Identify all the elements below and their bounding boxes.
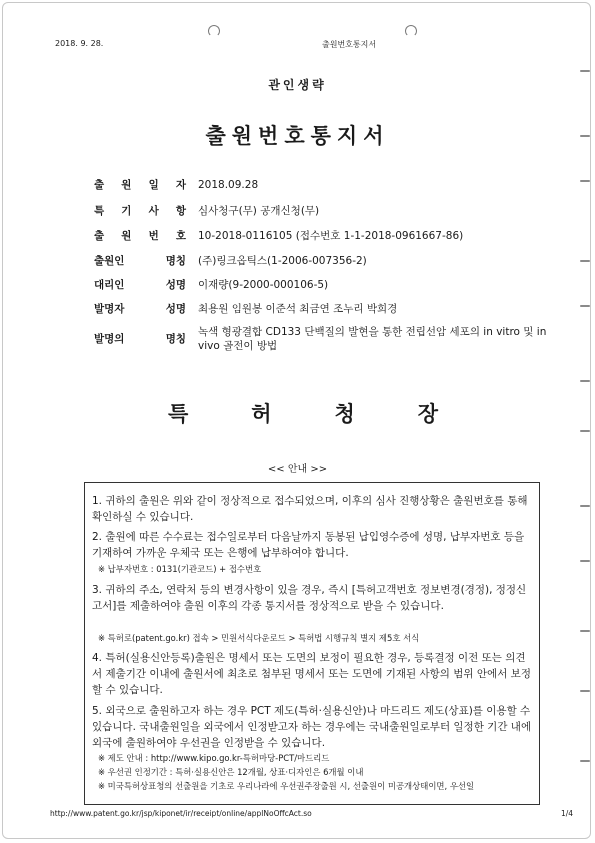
footer-url: http://www.patent.go.kr/jsp/kiponet/ir/receipt/online/applNoOffcAct.so <box>50 809 312 818</box>
punch-hole-icon <box>208 25 220 37</box>
field-label: 출 원 번 호 <box>94 230 186 242</box>
notice-item: 3. 귀하의 주소, 연락처 등의 변경사항이 있을 경우, 즉시 [특허고객번호 정보변경(경정), 정정신고서]를 제출하여야 출원 이후의 각종 통지서를 정상적으로 받을 수 있습니다. <box>92 584 527 612</box>
notice-note: ※ 특허로(patent.go.kr) 접속 > 민원서식다운로드 > 특허법 시행규칙 별지 제5호 서식 <box>98 633 420 643</box>
field-inventors <box>94 302 558 316</box>
notice-note: ※ 미국특허상표청의 선출원을 기초로 우리나라에 우선권주장출원 시, 선출원이 미공개상태이면, 우선일 <box>98 781 475 791</box>
field-value: 심사청구(무) 공개신청(무) <box>198 205 320 217</box>
field-value: 이재량(9-2000-000106-5) <box>198 279 329 291</box>
field-filing-date <box>94 178 558 192</box>
field-value: 녹색 형광결합 CD133 단백질의 발현을 통한 전립선암 세포의 in vitro 및 in vivo 골전이 방법 <box>198 326 547 352</box>
notice-item: 5. 외국으로 출원하고자 하는 경우 PCT 제도(특허·실용신안)나 마드리드 제도(상표)를 이용할 수 있습니다. 국내출원일을 외국에서 인정받고자 하는 경우에는 국내출원일로부터 일정한 기간 내에 외국에 출원하여야 우선권을 인정받을 수 있습니다. <box>92 705 532 749</box>
field-label: 대리인 성명 <box>94 279 186 291</box>
field-agent <box>94 278 558 292</box>
field-value: 최용원 임원봉 이준석 최금연 조누리 박희경 <box>198 303 398 315</box>
notice-note: ※ 제도 안내 : http://www.kipo.go.kr-특허마당-PCT/마드리드 <box>98 753 330 763</box>
field-value: 10-2018-0116105 (접수번호 1-1-2018-0961667-86) <box>198 230 464 242</box>
field-value: (주)링크옵틱스(1-2006-007356-2) <box>198 255 367 267</box>
page-number: 1/4 <box>561 809 574 818</box>
field-label: 특 기 사 항 <box>94 205 186 217</box>
issuer-title <box>168 398 438 428</box>
notice-note: ※ 납부자번호 : 0131(기관코드) + 접수번호 <box>98 564 262 574</box>
guide-heading: << 안내 >> <box>267 464 328 475</box>
issuer-char: 허 <box>251 402 272 426</box>
print-title: 출원번호통지서 <box>322 40 377 49</box>
field-label: 출원인 명칭 <box>94 255 186 267</box>
issuer-char: 특 <box>168 402 189 426</box>
field-special-notes <box>94 204 558 218</box>
document-title: 출원번호통지서 <box>205 124 390 148</box>
issuer-char: 장 <box>417 402 438 426</box>
field-applicant <box>94 254 558 268</box>
field-label: 발명자 성명 <box>94 303 186 315</box>
issuer-char: 청 <box>334 402 355 426</box>
punch-hole-icon <box>405 25 417 37</box>
print-date: 2018. 9. 28. <box>55 39 104 48</box>
field-label: 출 원 일 자 <box>94 179 186 191</box>
field-application-number <box>94 229 558 243</box>
field-invention-title <box>94 325 558 353</box>
notice-note: ※ 우선권 인정기간 : 특허·실용신안은 12개월, 상표·디자인은 6개월 이내 <box>98 767 364 777</box>
seal-omitted-label: 관인생략 <box>268 78 327 92</box>
field-value: 2018.09.28 <box>198 179 259 191</box>
field-label: 발명의 명칭 <box>94 333 186 345</box>
notice-item: 1. 귀하의 출원은 위와 같이 정상적으로 접수되었으며, 이후의 심사 진행상황은 출원번호를 통해 확인하실 수 있습니다. <box>92 495 528 523</box>
notice-box <box>84 482 540 805</box>
notice-item: 2. 출원에 따른 수수료는 접수일로부터 다음날까지 동봉된 납입영수증에 성명, 납부자번호 등을 기재하여 가까운 우체국 또는 은행에 납부하여야 합니다. <box>92 531 525 559</box>
notice-item: 4. 특허(실용신안등록)출원은 명세서 또는 도면의 보정이 필요한 경우, 등록결정 이전 또는 의견서 제출기간 이내에 출원서에 최초로 첨부된 명세서 또는 도면에 기재된 사항의 범위 안에서 보정할 수 있습니다. <box>92 652 531 696</box>
